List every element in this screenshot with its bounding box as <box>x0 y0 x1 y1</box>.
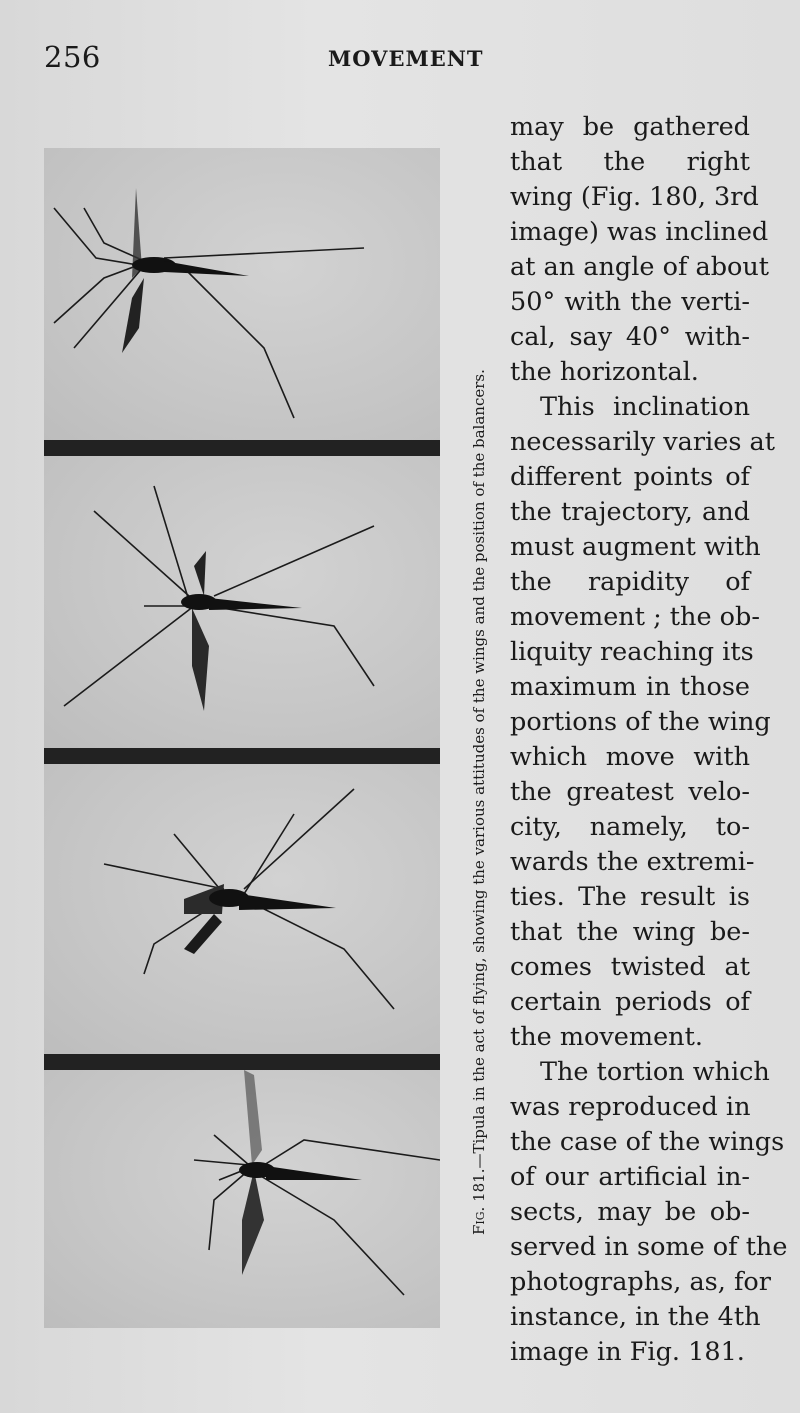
body-line: of our artificial in- <box>510 1162 750 1192</box>
body-line: at an angle of about <box>510 252 770 282</box>
body-line: movement ; the ob- <box>510 602 760 632</box>
body-text <box>510 110 788 1370</box>
body-line: The tortion which <box>540 1057 770 1087</box>
body-line: the trajectory, and <box>510 497 750 527</box>
page-number: 256 <box>44 40 101 74</box>
body-line: was reproduced in <box>510 1092 751 1122</box>
figure-frame-4 <box>44 1070 440 1328</box>
body-line: certain periods of <box>510 987 750 1017</box>
tipula-image-4 <box>44 1070 440 1328</box>
wing-down-icon <box>192 608 209 711</box>
body-line: that the right <box>510 147 750 177</box>
body-line: instance, in the 4th <box>510 1302 761 1332</box>
body-line: wards the extremi- <box>510 847 755 877</box>
wing-up-icon <box>244 1070 262 1165</box>
body-line: may be gathered <box>510 112 750 142</box>
figure-label: Fig. 181. <box>470 1168 488 1235</box>
tipula-image-1 <box>44 148 440 440</box>
body-line: necessarily varies at <box>510 427 775 457</box>
body-line: This inclination <box>540 392 750 422</box>
body-line: served in some of the <box>510 1232 788 1262</box>
wing-down-icon <box>242 1170 264 1275</box>
figure-caption <box>470 255 488 1235</box>
figure-plate <box>44 148 440 1328</box>
body-line: photographs, as, for <box>510 1267 771 1297</box>
wing-down-icon <box>122 278 144 353</box>
body-line: city, namely, to- <box>510 812 750 842</box>
wing-up-icon <box>194 551 206 596</box>
running-title: MOVEMENT <box>328 46 484 71</box>
body-line: the horizontal. <box>510 357 699 387</box>
figure-frame-1 <box>44 148 440 440</box>
body-line: that the wing be- <box>510 917 750 947</box>
body-line: which move with <box>510 742 750 772</box>
body-line: different points of <box>510 462 750 492</box>
tipula-image-2 <box>44 456 440 748</box>
frame-separator <box>44 1054 440 1070</box>
body-line: comes twisted at <box>510 952 750 982</box>
body-line: the greatest velo- <box>510 777 750 807</box>
body-line: the rapidity of <box>510 567 750 597</box>
body-line: liquity reaching its <box>510 637 754 667</box>
frame-separator <box>44 748 440 764</box>
body-line: must augment with <box>510 532 761 562</box>
wing-down-icon <box>184 914 222 954</box>
body-line: 50° with the verti- <box>510 287 750 317</box>
body-line: image) was inclined <box>510 217 769 247</box>
body-line: cal, say 40° with- <box>510 322 750 352</box>
body-line: wing (Fig. 180, 3rd <box>510 182 759 212</box>
body-line: ties. The result is <box>510 882 750 912</box>
figure-frame-3 <box>44 764 440 1054</box>
body-line: maximum in those <box>510 672 750 702</box>
body-line: sects, may be ob- <box>510 1197 750 1227</box>
body-line: portions of the wing <box>510 707 771 737</box>
body-line: the case of the wings <box>510 1127 785 1157</box>
body-line: image in Fig. 181. <box>510 1337 745 1367</box>
frame-separator <box>44 440 440 456</box>
body-line: the movement. <box>510 1022 703 1052</box>
figure-caption-text: —Tipula in the act of flying, showing the various attitudes of the wings and the position of the balancers. <box>470 369 488 1169</box>
figure-frame-2 <box>44 456 440 748</box>
tipula-image-3 <box>44 764 440 1054</box>
